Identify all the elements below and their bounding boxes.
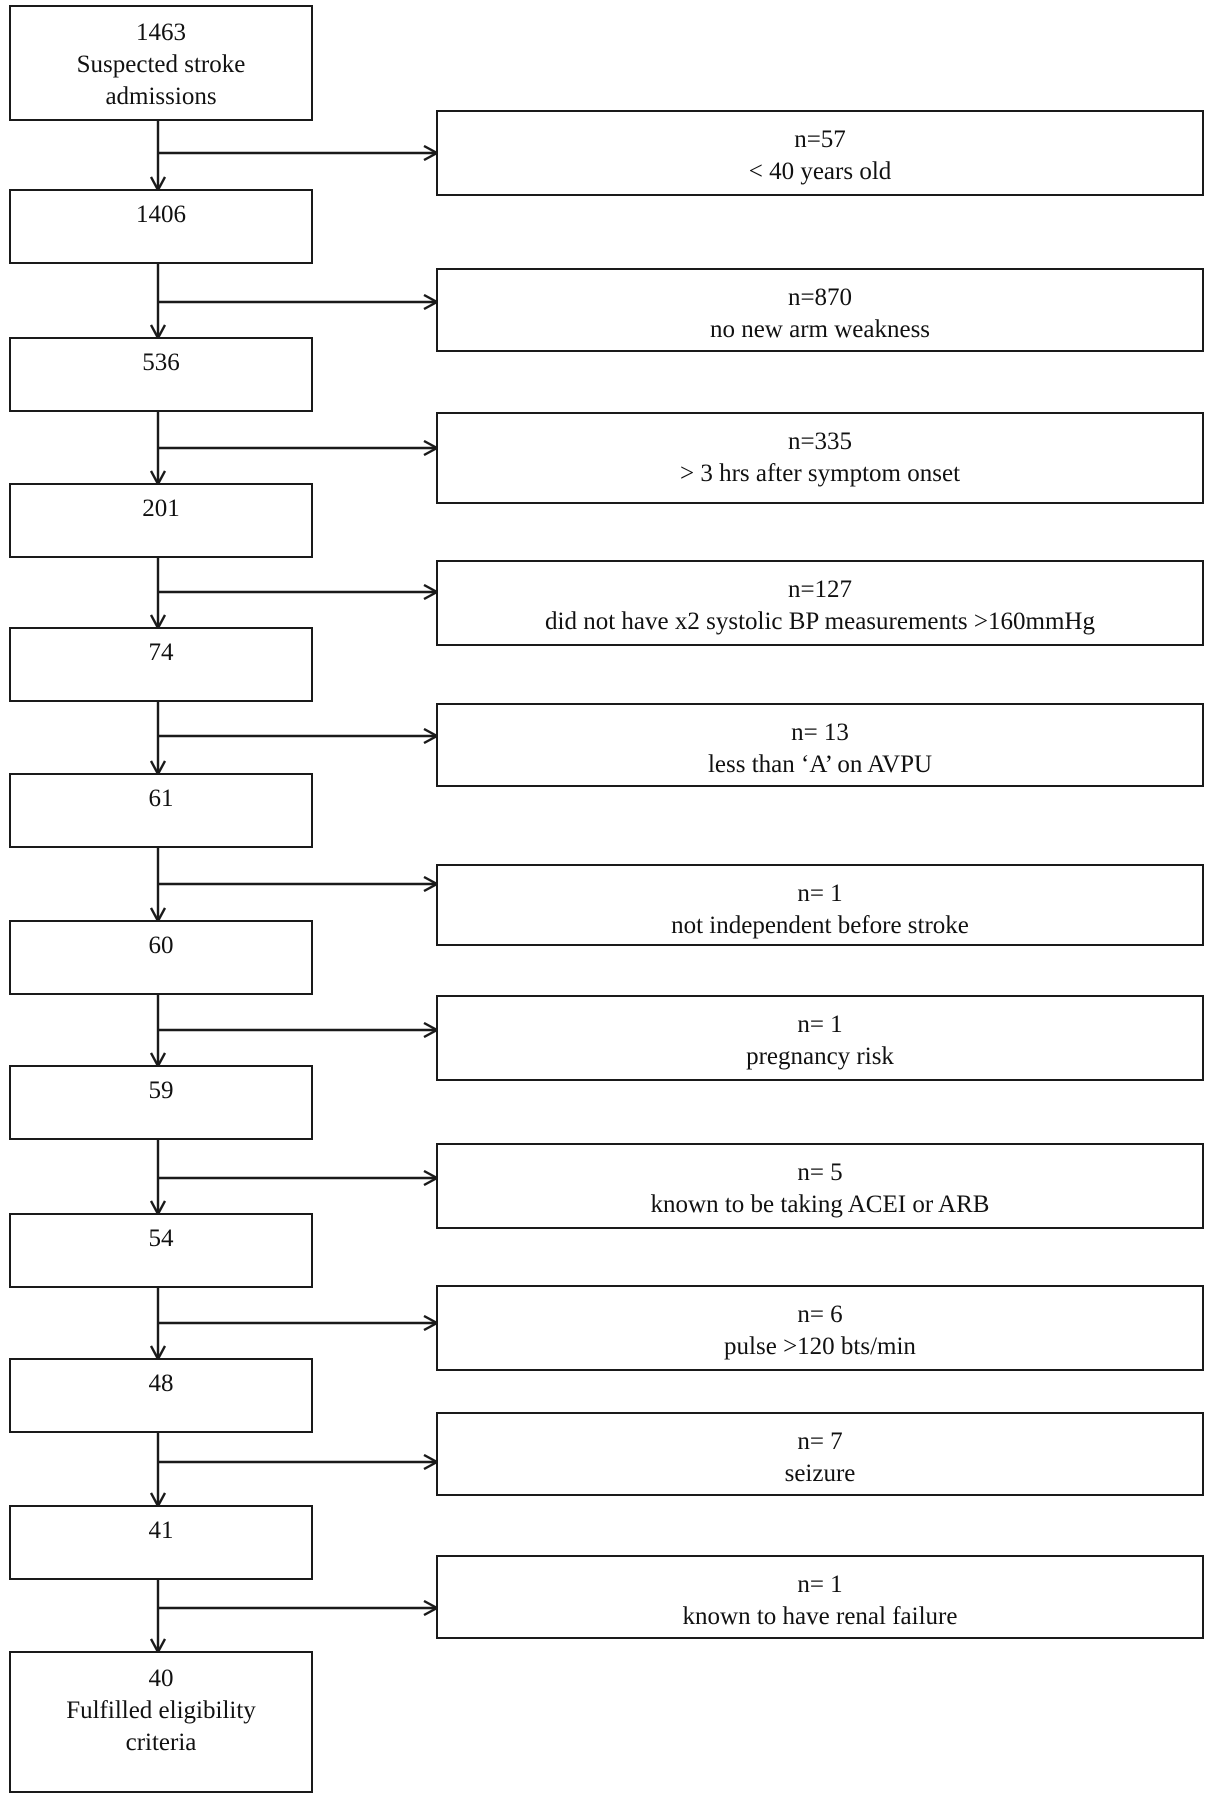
step-box-10 — [9, 1358, 313, 1433]
step-label: admissions — [105, 83, 217, 110]
step-box-2 — [9, 189, 313, 264]
step-count: 54 — [148, 1225, 174, 1252]
step-count: 201 — [142, 495, 180, 522]
step-box-4 — [9, 483, 313, 558]
exclusion-count: n= 1 — [797, 1571, 843, 1598]
step-count: 60 — [148, 932, 174, 959]
exclusion-box-2 — [436, 268, 1204, 352]
step-box-7 — [9, 920, 313, 995]
step-box-12 — [9, 1651, 313, 1793]
step-box-11 — [9, 1505, 313, 1580]
step-count: 1406 — [136, 201, 186, 228]
step-label: Fulfilled eligibility — [66, 1697, 256, 1724]
step-count: 61 — [148, 785, 174, 812]
exclusion-reason: pulse >120 bts/min — [724, 1333, 916, 1360]
step-count: 74 — [148, 639, 174, 666]
exclusion-reason: less than ‘A’ on AVPU — [707, 751, 933, 778]
exclusion-count: n= 13 — [791, 719, 849, 746]
exclusion-reason: did not have x2 systolic BP measurements >160mmHg — [545, 608, 1095, 635]
step-label: Suspected stroke — [76, 51, 246, 78]
exclusion-reason: pregnancy risk — [746, 1043, 894, 1070]
step-box-3 — [9, 337, 313, 412]
step-box-6 — [9, 773, 313, 848]
exclusion-reason: known to have renal failure — [682, 1603, 958, 1630]
step-box-1 — [9, 5, 313, 121]
step-count: 40 — [148, 1665, 174, 1692]
exclusion-box-8 — [436, 1143, 1204, 1229]
exclusion-count: n= 7 — [797, 1428, 843, 1455]
exclusion-reason: not independent before stroke — [671, 912, 969, 939]
exclusion-count: n= 1 — [797, 880, 843, 907]
step-count: 59 — [148, 1077, 174, 1104]
exclusion-count: n= 1 — [797, 1011, 843, 1038]
step-box-8 — [9, 1065, 313, 1140]
exclusion-reason: no new arm weakness — [709, 316, 931, 343]
step-count: 48 — [148, 1370, 174, 1397]
exclusion-count: n=127 — [787, 576, 853, 603]
exclusion-box-4 — [436, 560, 1204, 646]
exclusion-reason: > 3 hrs after symptom onset — [679, 460, 961, 487]
exclusion-box-10 — [436, 1412, 1204, 1496]
exclusion-box-11 — [436, 1555, 1204, 1639]
exclusion-box-5 — [436, 703, 1204, 787]
exclusion-count: n=870 — [787, 284, 853, 311]
step-count: 536 — [142, 349, 180, 376]
exclusion-box-7 — [436, 995, 1204, 1081]
exclusion-box-9 — [436, 1285, 1204, 1371]
exclusion-reason: < 40 years old — [748, 158, 892, 185]
exclusion-box-3 — [436, 412, 1204, 504]
step-count: 41 — [148, 1517, 174, 1544]
exclusion-box-6 — [436, 864, 1204, 946]
exclusion-reason: seizure — [784, 1460, 856, 1487]
exclusion-count: n= 6 — [797, 1301, 843, 1328]
step-count: 1463 — [136, 19, 186, 46]
step-box-9 — [9, 1213, 313, 1288]
step-label: criteria — [125, 1729, 197, 1756]
exclusion-box-1 — [436, 110, 1204, 196]
step-box-5 — [9, 627, 313, 702]
exclusion-reason: known to be taking ACEI or ARB — [650, 1191, 990, 1218]
exclusion-count: n=335 — [787, 428, 853, 455]
exclusion-count: n= 5 — [797, 1159, 843, 1186]
exclusion-count: n=57 — [794, 126, 846, 153]
